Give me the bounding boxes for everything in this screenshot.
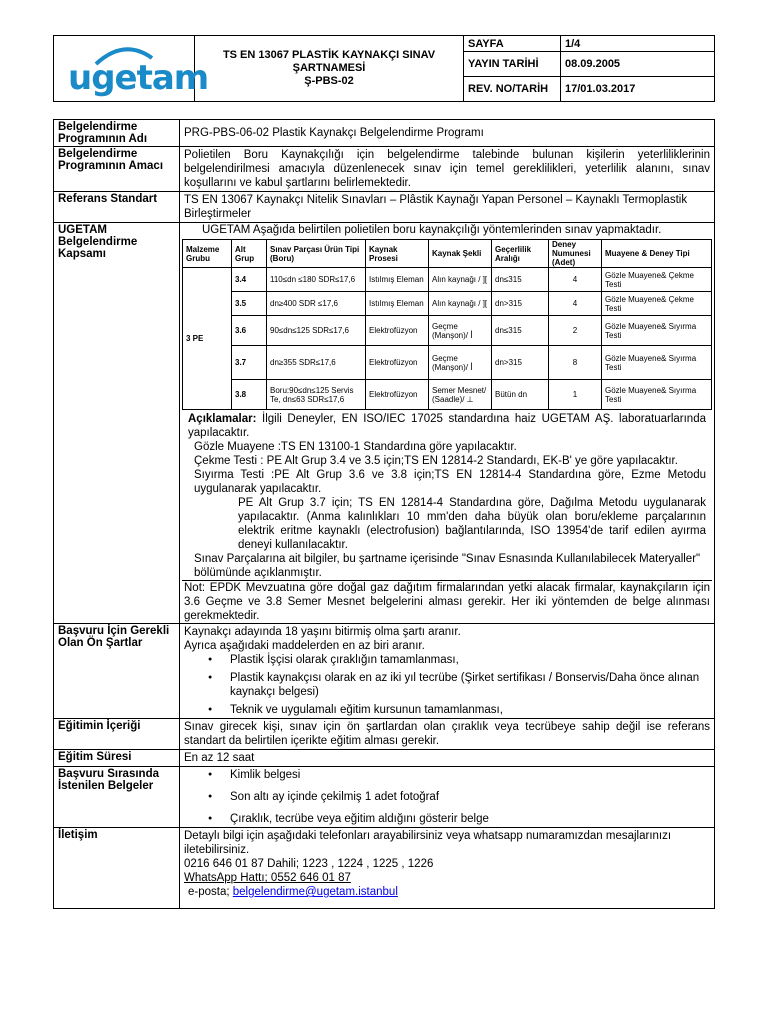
count: 4: [549, 292, 602, 316]
list-item: ● Plastik İşçisi olarak çıraklığın tamamlanması,: [184, 653, 710, 667]
sub-group: 3.4: [232, 268, 267, 292]
contact-whatsapp: WhatsApp Hattı; 0552 646 01 87: [184, 872, 351, 884]
scope-label: UGETAM Belgelendirme Kapsamı: [54, 223, 180, 624]
title-line-2: ŞARTNAMESİ: [292, 62, 366, 74]
contact-label: İletişim: [54, 828, 180, 909]
list-item: ● Son altı ay içinde çekilmiş 1 adet fotoğraf: [184, 790, 710, 804]
doc-title: [195, 36, 464, 102]
material-group: 3 PE: [183, 268, 232, 410]
scope-table: [182, 239, 712, 410]
prereq-label: Başvuru İçin Gerekli Olan Ön Şartlar: [54, 624, 180, 719]
table-row: [183, 346, 712, 380]
list-item: ● Kimlik belgesi: [184, 768, 710, 782]
test-type: Gözle Muayene& Sıyırma Testi: [602, 346, 712, 380]
table-row: [183, 268, 712, 292]
process: Elektrofüzyon: [366, 380, 429, 410]
note-parts: Sınav Parçalarına ait bilgiler, bu şartname içerisinde "Sınav Esnasında Kullanılabilecek Materyaller" bölümünde açıklanmıştır.: [194, 553, 701, 579]
publish-date-value: 08.09.2005: [561, 52, 715, 77]
page-value: 1/4: [561, 36, 715, 52]
shape: Semer Mesnet/ (Saadle)/ ⊥: [429, 380, 492, 410]
header-table: [53, 35, 715, 102]
shape: Alın kaynağı / ][: [429, 292, 492, 316]
list-item: ● Çıraklık, tecrübe veya eğitim aldığını gösterir belge: [184, 812, 710, 826]
title-line-1: TS EN 13067 PLASTİK KAYNAKÇI SINAV: [222, 49, 436, 61]
process: Elektrofüzyon: [366, 316, 429, 346]
email-label: e-posta;: [188, 886, 230, 898]
logo: ugetam: [68, 58, 209, 98]
sub-group: 3.8: [232, 380, 267, 410]
col-shape: Kaynak Şekli: [429, 240, 492, 268]
count: 8: [549, 346, 602, 380]
reference-value: TS EN 13067 Kaynakçı Nitelik Sınavları – Plâstik Kaynağı Yapan Personel – Kaynaklı Termoplastik Birleştirmeler: [180, 192, 715, 223]
note-peel-2: PE Alt Grup 3.7 için; TS EN 12814-4 Standardına göre, Dağılma Metodu uygulanarak yapılacaktır. (Anma kalınlıkları 10 mm'den daha büyük olan boru/ekleme parçalarının elektrik eritme kaynaklı (electrofusion) bağlantılarında, ISO 13954'de tarif edilen ayırma deneyi kullanılacaktır.: [238, 497, 706, 551]
col-subgroup: Alt Grup: [232, 240, 267, 268]
note-visual: Gözle Muayene :TS EN 13100-1 Standardına göre yapılacaktır.: [194, 441, 517, 453]
publish-date-label: YAYIN TARİHİ: [464, 52, 561, 77]
process: Istılmış Eleman: [366, 292, 429, 316]
count: 4: [549, 268, 602, 292]
test-type: Gözle Muayene& Çekme Testi: [602, 292, 712, 316]
col-process: Kaynak Prosesi: [366, 240, 429, 268]
validity: dn>315: [492, 346, 549, 380]
training-content-value: Sınav girecek kişi, sınav için ön şartlardan olan çıraklık veya tecrübeye sahip değil ise referans standart da belirtilen içerikte eğitim alması gerekir.: [180, 719, 715, 750]
shape: Geçme (Manşon)/ ꟾ: [429, 346, 492, 380]
page-label: SAYFA: [464, 36, 561, 52]
test-type: Gözle Muayene& Sıyırma Testi: [602, 380, 712, 410]
documents-label: Başvuru Sırasında İstenilen Belgeler: [54, 767, 180, 828]
contact-intro: Detaylı bilgi için aşağıdaki telefonları arayabilirsiniz veya whatsapp numaramızdan mesajlarınızı iletebilirsiniz.: [184, 830, 672, 856]
test-type: Gözle Muayene& Sıyırma Testi: [602, 316, 712, 346]
email-link[interactable]: belgelendirme@ugetam.istanbul: [232, 886, 398, 898]
shape: Alın kaynağı / ][: [429, 268, 492, 292]
col-part: Sınav Parçası Ürün Tipi (Boru): [267, 240, 366, 268]
part: Boru:90≤dn≤125 Servis Te, dn≤63 SDR≤17,6: [267, 380, 366, 410]
program-name-value: PRG-PBS-06-02 Plastik Kaynakçı Belgelendirme Programı: [180, 120, 715, 147]
part: dn≥400 SDR ≤17,6: [267, 292, 366, 316]
validity: Bütün dn: [492, 380, 549, 410]
validity: dn≤315: [492, 268, 549, 292]
sub-group: 3.6: [232, 316, 267, 346]
prereq-line-2: Ayrıca aşağıdaki maddelerden en az biri aranır.: [184, 640, 425, 652]
part: 90≤dn≤125 SDR≤17,6: [267, 316, 366, 346]
program-purpose-value: Polietilen Boru Kaynakçılığı için belgelendirme talebinde bulunan kişilerin yeterliliklerinin belgelendirilmesi amacıyla düzenlenecek sınav için temel gereklilikleri, yeterlilik alanını, sınav koşullarını ve kabul şartlarını belirlemektedir.: [180, 147, 715, 192]
col-count: Deney Numunesi (Adet): [549, 240, 602, 268]
list-item: ● Plastik kaynakçısı olarak en az iki yıl tecrübe (Şirket sertifikası / Bonservis/Daha önce alınan kaynakçı belgesi): [184, 671, 710, 699]
count: 2: [549, 316, 602, 346]
prereq-list: [184, 653, 710, 717]
count: 1: [549, 380, 602, 410]
revision-label: REV. NO/TARİH: [464, 77, 561, 102]
program-name-label: Belgelendirme Programının Adı: [54, 120, 180, 147]
notes-title: Açıklamalar:: [188, 413, 257, 425]
col-material: Malzeme Grubu: [183, 240, 232, 268]
table-row: [183, 380, 712, 410]
notes-block: [182, 412, 712, 580]
note-peel-1: Sıyırma Testi :PE Alt Grup 3.6 ve 3.8 için;TS EN 12814-4 Standardına göre, Ezme Metodu uygulanarak yapılacaktır.: [194, 469, 706, 495]
contact-phones: 0216 646 01 87 Dahili; 1223 , 1224 , 1225 , 1226: [184, 858, 434, 870]
training-duration-value: En az 12 saat: [180, 750, 715, 767]
note-tensile: Çekme Testi : PE Alt Grup 3.4 ve 3.5 için;TS EN 12814-2 Standardı, EK-B' ye göre yapılacaktır.: [194, 455, 678, 467]
process: Istılmış Eleman: [366, 268, 429, 292]
logo-cell: [54, 36, 209, 102]
note-epdk: Not: EPDK Mevzuatına göre doğal gaz dağıtım firmalarından yetki alacak firmalar, kaynakçıların için 3.6 Geçme ve 3.8 Semer Mesnet belgelerini alması gerekir. Her iki yöntemden de belge alınması gerekmektedir.: [184, 582, 710, 622]
scope-intro: UGETAM Aşağıda belirtilen polietilen boru kaynakçılığı yöntemlerinden sınav yapmaktadır.: [202, 224, 662, 236]
title-line-3: Ş-PBS-02: [304, 75, 354, 87]
process: Elektrofüzyon: [366, 346, 429, 380]
table-row: [183, 316, 712, 346]
validity: dn≤315: [492, 316, 549, 346]
sub-group: 3.7: [232, 346, 267, 380]
part: 110≤dn ≤180 SDR≤17,6: [267, 268, 366, 292]
spec-table: [53, 119, 715, 909]
note-lab: İlgili Deneyler, EN ISO/IEC 17025 standardına haiz UGETAM AŞ. laboratuarlarında yapılacaktır.: [188, 413, 706, 439]
validity: dn>315: [492, 292, 549, 316]
training-duration-label: Eğitim Süresi: [54, 750, 180, 767]
reference-label: Referans Standart: [54, 192, 180, 223]
program-purpose-label: Belgelendirme Programının Amacı: [54, 147, 180, 192]
col-test: Muayene & Deney Tipi: [602, 240, 712, 268]
part: dn≥355 SDR≤17,6: [267, 346, 366, 380]
table-row: [183, 292, 712, 316]
training-content-label: Eğitimin İçeriği: [54, 719, 180, 750]
sub-group: 3.5: [232, 292, 267, 316]
list-item: ● Teknik ve uygulamalı eğitim kursunun tamamlanması,: [184, 703, 710, 717]
col-validity: Geçerlilik Aralığı: [492, 240, 549, 268]
shape: Geçme (Manşon)/ ꟾ: [429, 316, 492, 346]
prereq-line-1: Kaynakçı adayında 18 yaşını bitirmiş olma şartı aranır.: [184, 626, 461, 638]
test-type: Gözle Muayene& Çekme Testi: [602, 268, 712, 292]
documents-list: [184, 768, 710, 826]
revision-value: 17/01.03.2017: [561, 77, 715, 102]
